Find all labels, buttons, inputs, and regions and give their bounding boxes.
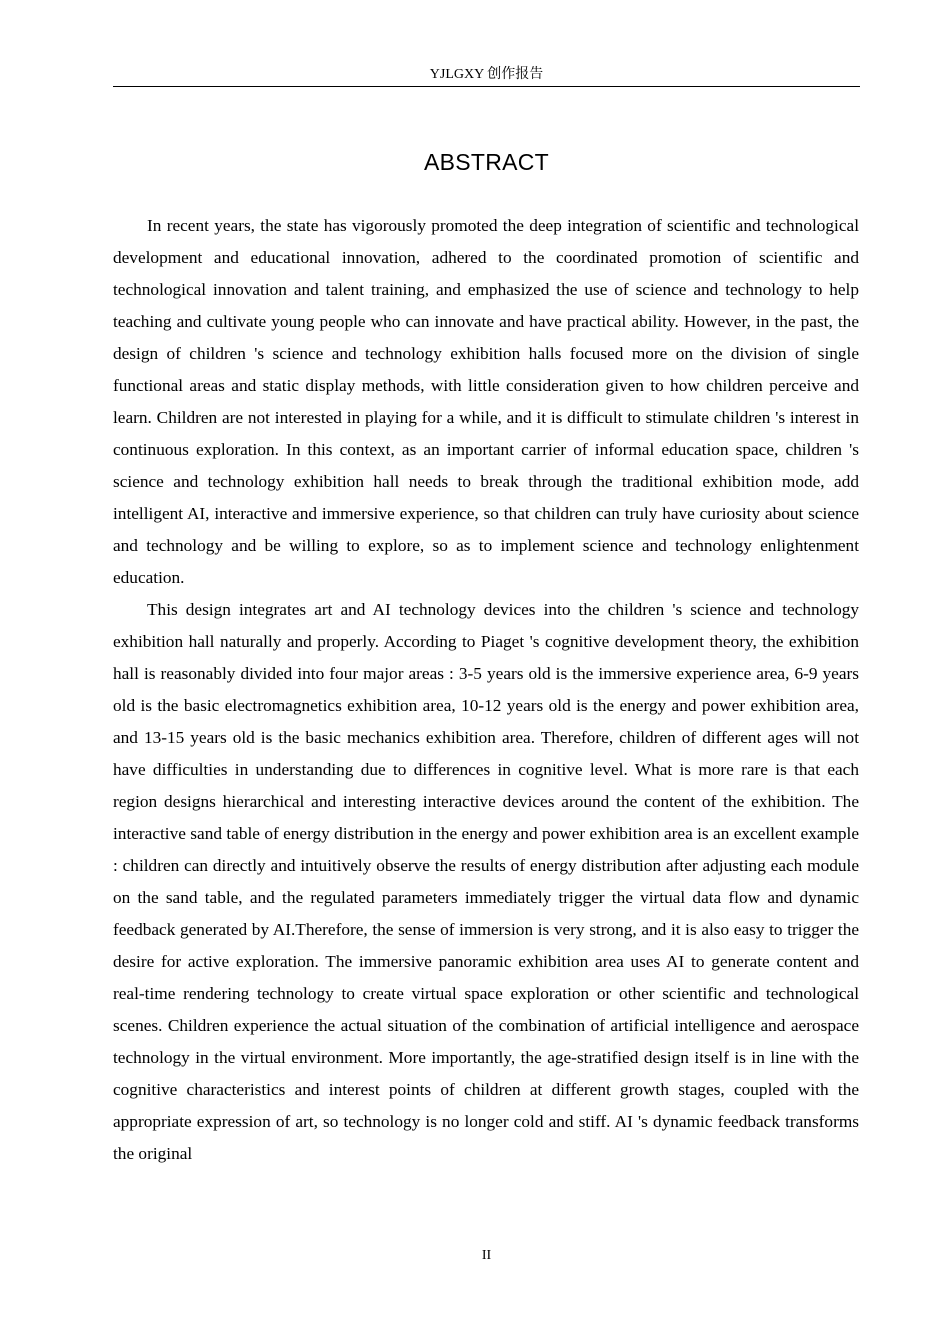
abstract-paragraph-1: In recent years, the state has vigorously promoted the deep integration of scientific and technological development and educational innovation, adhered to the coordinated promotion of scientific and technological innovation and talent training, and emphasized the use of science and technology to help teaching and cultivate young people who can innovate and have practical ability. However, in the past, the design of children 's science and technology exhibition halls focused more on the division of single functional areas and static display methods, with little consideration given to how children perceive and learn. Children are not interested in playing for a while, and it is difficult to stimulate children 's interest in continuous exploration. In this context, as an important carrier of informal education space, children 's science and technology exhibition hall needs to break through the traditional exhibition mode, add intelligent AI, interactive and immersive experience, so that children can truly have curiosity about science and technology and be willing to explore, so as to implement science and technology enlightenment education. [113, 216, 859, 587]
header-divider [113, 86, 860, 87]
abstract-title: ABSTRACT [423, 149, 550, 175]
page-number: II [481, 1248, 492, 1263]
abstract-paragraph-2: This design integrates art and AI technology devices into the children 's science and technology exhibition hall naturally and properly. According to Piaget 's cognitive development theory, the exhibition hall is reasonably divided into four major areas : 3-5 years old is the immersive experience area, 6-9 years old is the basic electromagnetics exhibition area, 10-12 years old is the energy and power exhibition area, and 13-15 years old is the basic mechanics exhibition area. Therefore, children of different ages will not have difficulties in understanding due to differences in cognitive level. What is more rare is that each region designs hierarchical and interesting interactive devices around the content of the exhibition. The interactive sand table of energy distribution in the energy and power exhibition area is an excellent example : children can directly and intuitively observe the results of energy distribution after adjusting each module on the sand table, and the regulated parameters immediately trigger the virtual data flow and dynamic feedback generated by AI.Therefore, the sense of immersion is very strong, and it is also easy to trigger the desire for active exploration. The immersive panoramic exhibition area uses AI to generate content and real-time rendering technology to create virtual space exploration or other scientific and technological scenes. Children experience the actual situation of the combination of artificial intelligence and aerospace technology in the virtual environment. More importantly, the age-stratified design itself is in line with the cognitive characteristics and interest points of children at different growth stages, coupled with the appropriate expression of art, so technology is no longer cold and stiff. AI 's dynamic feedback transforms the original [113, 600, 859, 1163]
running-header: YJLGXY 创作报告 [429, 67, 544, 82]
abstract-body [113, 210, 859, 1170]
